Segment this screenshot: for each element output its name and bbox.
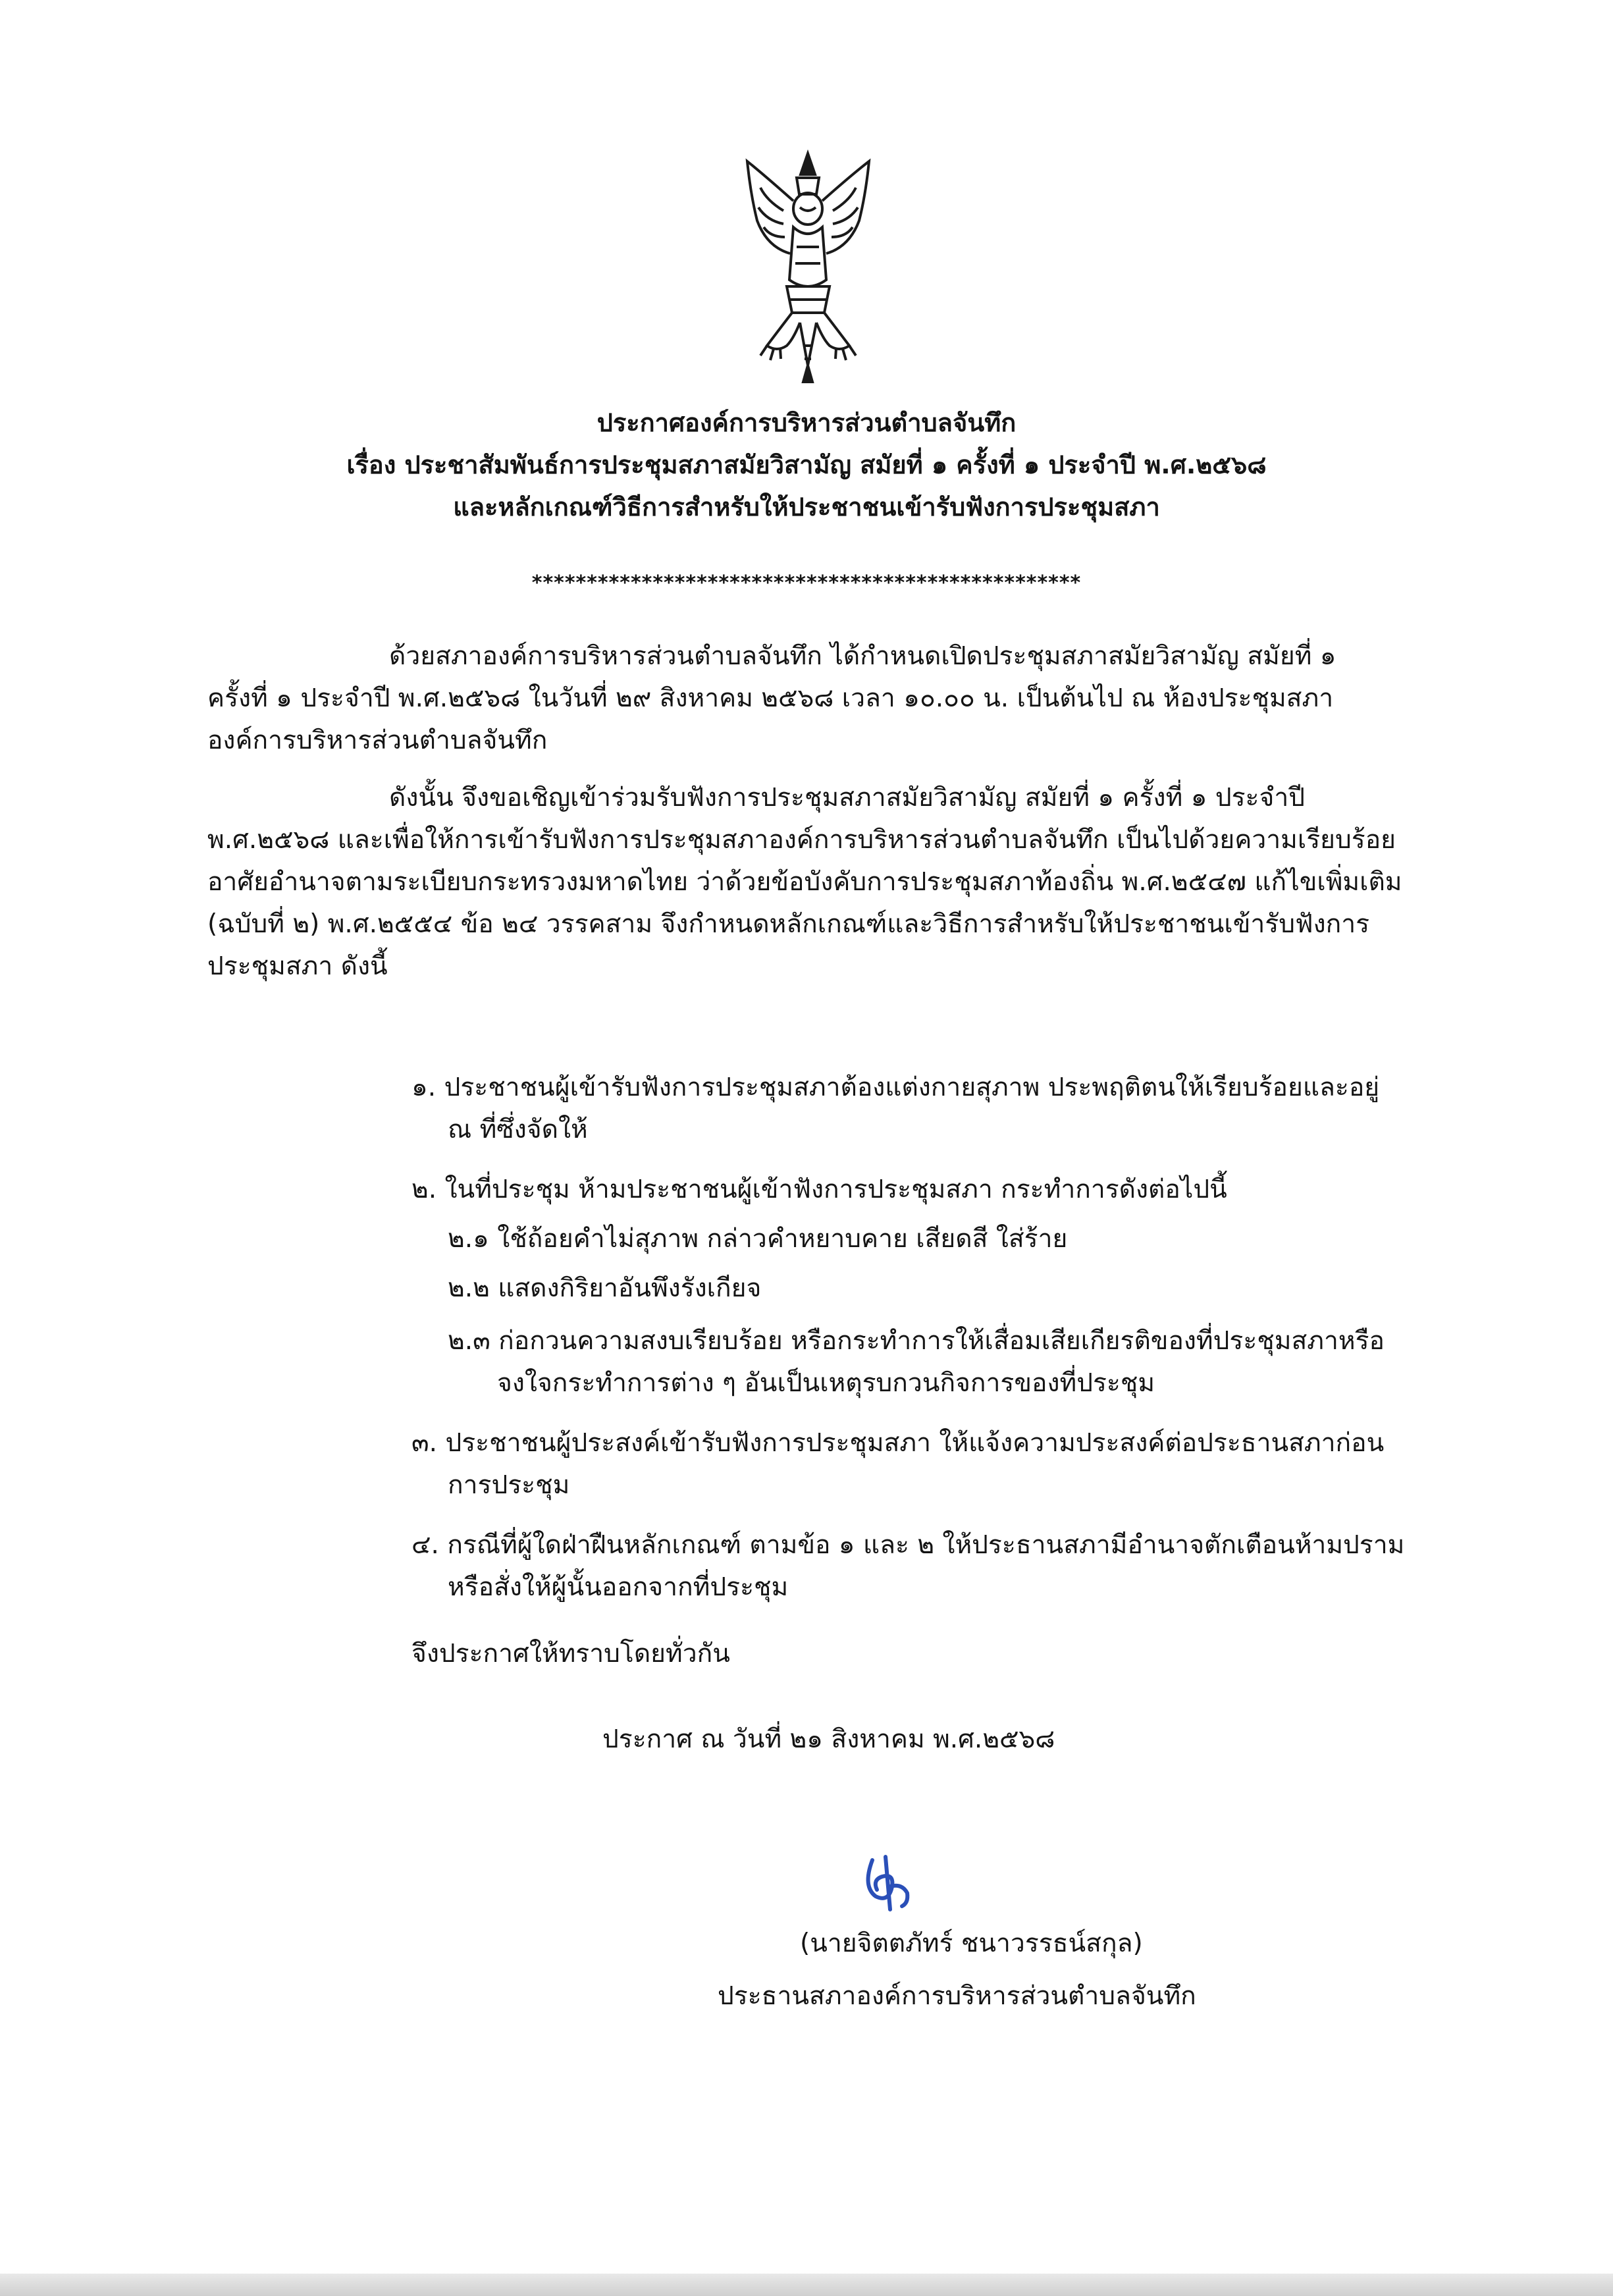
header-org-title: ประกาศองค์การบริหารส่วนตำบลจันทึก [596, 408, 1017, 437]
list-text: ใช้ถ้อยคำไม่สุภาพ กล่าวคำหยาบคาย เสียดสี ใส่ร้าย [497, 1224, 1068, 1254]
paragraph-line: (ฉบับที่ ๒) พ.ศ.๒๕๕๔ ข้อ ๒๔ วรรคสาม จึงกำหนดหลักเกณฑ์และวิธีการสำหรับให้ประชาชนเข้ารับฟังการ [207, 909, 1370, 939]
signature-icon [856, 1847, 915, 1923]
list-number: ๒.๓ [448, 1326, 490, 1356]
list-text: กรณีที่ผู้ใดฝ่าฝืนหลักเกณฑ์ ตามข้อ ๑ และ ๒ ให้ประธานสภามีอำนาจตักเตือนห้ามปราม [447, 1530, 1405, 1560]
paragraph-2 [207, 777, 1402, 988]
document-header [0, 402, 1613, 528]
paragraph-line: ประชุมสภา ดังนี้ [207, 951, 388, 981]
list-number: ๒.๑ [448, 1224, 489, 1254]
list-number: ๔. [411, 1530, 439, 1560]
separator: ************************************************** [531, 572, 1082, 595]
list-number: ๒.๒ [448, 1273, 490, 1303]
list-text: การประชุม [448, 1470, 570, 1500]
paragraph-line: ดังนั้น จึงขอเชิญเข้าร่วมรับฟังการประชุมสภาสมัยวิสามัญ สมัยที่ ๑ ครั้งที่ ๑ ประจำปี [389, 783, 1306, 813]
list-item-2-1 [448, 1218, 1067, 1260]
list-item-1 [411, 1067, 1379, 1151]
list-item-2-3 [448, 1320, 1385, 1404]
list-item-2-2 [448, 1268, 761, 1310]
paragraph-1 [207, 635, 1336, 762]
header-subject: เรื่อง ประชาสัมพันธ์การประชุมสภาสมัยวิสามัญ สมัยที่ ๑ ครั้งที่ ๑ ประจำปี พ.ศ.๒๕๖๘ [346, 450, 1267, 479]
list-item-3 [411, 1422, 1384, 1507]
list-text: ในที่ประชุม ห้ามประชาชนผู้เข้าฟังการประชุมสภา กระทำการดังต่อไปนี้ [444, 1175, 1227, 1204]
announcement-date: ประกาศ ณ วันที่ ๒๑ สิงหาคม พ.ศ.๒๕๖๘ [602, 1724, 1055, 1754]
paragraph-line: ด้วยสภาองค์การบริหารส่วนตำบลจันทึก ได้กำหนดเปิดประชุมสภาสมัยวิสามัญ สมัยที่ ๑ [389, 641, 1336, 671]
signer-title: ประธานสภาองค์การบริหารส่วนตำบลจันทึก [718, 1981, 1196, 2011]
paragraph-line: อาศัยอำนาจตามระเบียบกระทรวงมหาดไทย ว่าด้วยข้อบังคับการประชุมสภาท้องถิ่น พ.ศ.๒๕๔๗ แก้ไขเพิ่มเติม [207, 867, 1402, 897]
paragraph-line: ครั้งที่ ๑ ประจำปี พ.ศ.๒๕๖๘ ในวันที่ ๒๙ สิงหาคม ๒๕๖๘ เวลา ๑๐.๐๐ น. เป็นต้นไป ณ ห้องประชุมสภา [207, 683, 1334, 713]
list-text: แสดงกิริยาอันพึงรังเกียจ [498, 1273, 762, 1303]
list-text: ประชาชนผู้ประสงค์เข้ารับฟังการประชุมสภา ให้แจ้งความประสงค์ต่อประธานสภาก่อน [445, 1428, 1385, 1458]
garuda-emblem-icon [737, 148, 879, 385]
list-number: ๑. [411, 1073, 436, 1102]
scan-bottom-edge [0, 2274, 1613, 2296]
paragraph-line: องค์การบริหารส่วนตำบลจันทึก [207, 726, 548, 755]
list-text: ณ ที่ซึ่งจัดให้ [448, 1115, 588, 1144]
list-item-4 [411, 1524, 1404, 1609]
list-number: ๒. [411, 1175, 437, 1204]
list-text: หรือสั่งให้ผู้นั้นออกจากที่ประชุม [448, 1572, 789, 1602]
list-number: ๓. [411, 1428, 438, 1458]
list-text: ประชาชนผู้เข้ารับฟังการประชุมสภาต้องแต่งกายสุภาพ ประพฤติตนให้เรียบร้อยและอยู่ [444, 1073, 1380, 1102]
list-item-2 [411, 1169, 1227, 1211]
header-subject-cont: และหลักเกณฑ์วิธีการสำหรับให้ประชาชนเข้ารับฟังการประชุมสภา [453, 493, 1160, 521]
paragraph-line: พ.ศ.๒๕๖๘ และเพื่อให้การเข้ารับฟังการประชุมสภาองค์การบริหารส่วนตำบลจันทึก เป็นไปด้วยความเรียบร้อย [207, 825, 1396, 855]
announcement: จึงประกาศให้ทราบโดยทั่วกัน [411, 1639, 730, 1669]
list-text: ก่อกวนความสงบเรียบร้อย หรือกระทำการให้เสื่อมเสียเกียรติของที่ประชุมสภาหรือ [498, 1326, 1385, 1356]
signer-name: (นายจิตตภัทร์ ชนาวรรธน์สกุล) [800, 1929, 1143, 1958]
list-text: จงใจกระทำการต่าง ๆ อันเป็นเหตุรบกวนกิจการของที่ประชุม [497, 1368, 1155, 1398]
